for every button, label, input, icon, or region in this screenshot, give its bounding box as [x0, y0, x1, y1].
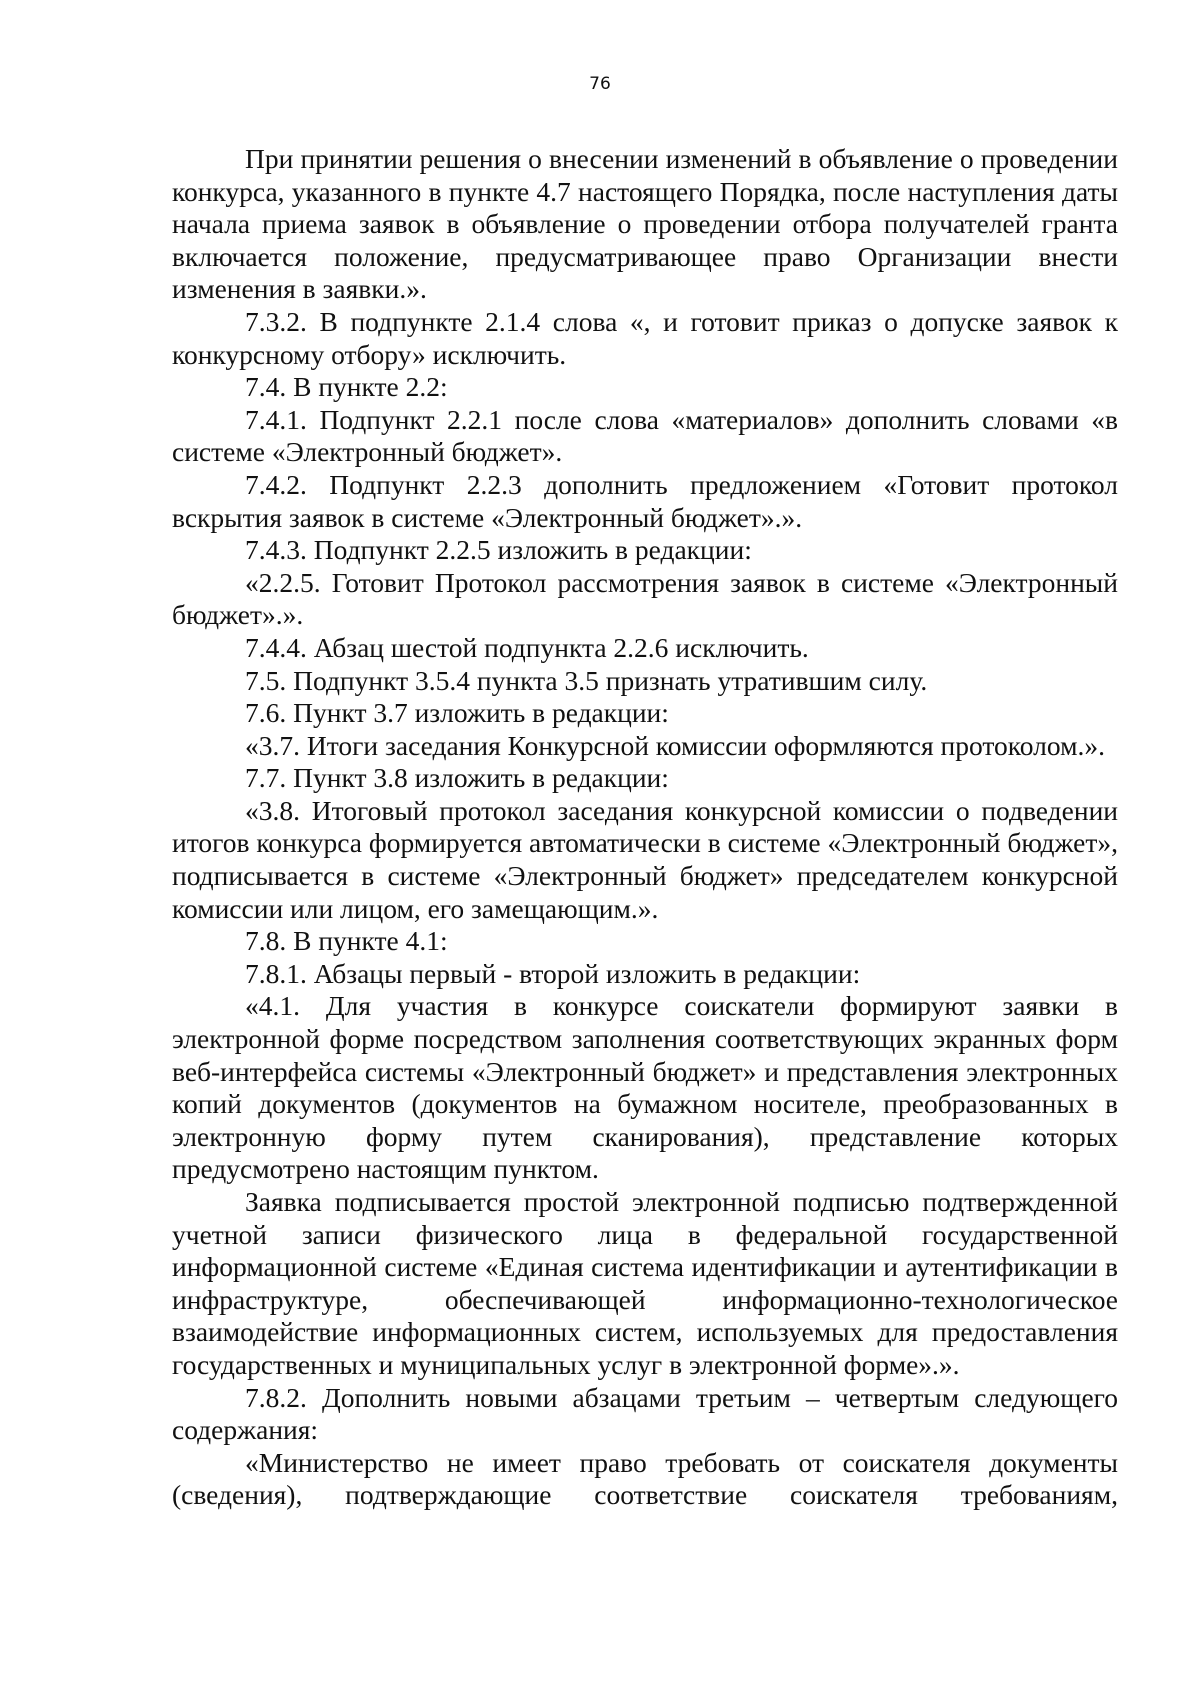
paragraph: 7.4.1. Подпункт 2.2.1 после слова «материалов» дополнить словами «в системе «Электронный бюджет».	[172, 403, 1118, 468]
paragraph: 7.8.1. Абзацы первый - второй изложить в редакции:	[245, 957, 861, 989]
paragraph: 7.7. Пункт 3.8 изложить в редакции:	[245, 762, 669, 794]
paragraph: «4.1. Для участия в конкурсе соискатели формируют заявки в электронной форме посредством заполнения соответствующих экранных форм веб-интерфейса системы «Электронный бюджет» и представления электронных копий документов (документов на бумажном носителе, преобразованных в электронную форму путем сканирования), представление которых предусмотрено настоящим пунктом.	[172, 990, 1118, 1185]
paragraph: 7.5. Подпункт 3.5.4 пункта 3.5 признать утратившим силу.	[245, 664, 928, 696]
paragraph: 7.8.2. Дополнить новыми абзацами третьим – четвертым следующего содержания:	[172, 1381, 1118, 1446]
paragraph: 7.4.4. Абзац шестой подпункта 2.2.6 исключить.	[245, 631, 809, 663]
paragraph: 7.4.3. Подпункт 2.2.5 изложить в редакции:	[245, 534, 752, 566]
paragraph: Заявка подписывается простой электронной подписью подтвержденной учетной записи физического лица в федеральной государственной информационной системе «Единая система идентификации и аутентификации в инфраструктуре, обеспечивающей информационно-технологическое взаимодействие информационных систем, используемых для предоставления государственных и муниципальных услуг в электронной форме».».	[172, 1186, 1118, 1380]
paragraph: 7.3.2. В подпункте 2.1.4 слова «, и готовит приказ о допуске заявок к конкурсному отбору» исключить.	[172, 305, 1118, 370]
paragraph: «3.7. Итоги заседания Конкурсной комиссии оформляются протоколом.».	[245, 729, 1105, 761]
paragraph: «Министерство не имеет право требовать от соискателя документы (сведения), подтверждающие соответствие соискателя требованиям,	[172, 1446, 1118, 1511]
document-body	[172, 143, 1118, 1512]
page-number: 76	[589, 74, 611, 94]
paragraph: «3.8. Итоговый протокол заседания конкурсной комиссии о подведении итогов конкурса формируется автоматически в системе «Электронный бюджет», подписывается в системе «Электронный бюджет» председателем конкурсной комиссии или лицом, его замещающим.».	[172, 794, 1118, 924]
paragraph: 7.6. Пункт 3.7 изложить в редакции:	[245, 697, 669, 729]
paragraph: При принятии решения о внесении изменений в объявление о проведении конкурса, указанного в пункте 4.7 настоящего Порядка, после наступления даты начала приема заявок в объявление о проведении отбора получателей гранта включается положение, предусматривающее право Организации внести изменения в заявки.».	[172, 143, 1118, 305]
paragraph: «2.2.5. Готовит Протокол рассмотрения заявок в системе «Электронный бюджет».».	[172, 566, 1118, 631]
paragraph: 7.4.2. Подпункт 2.2.3 дополнить предложением «Готовит протокол вскрытия заявок в системе «Электронный бюджет».».	[172, 468, 1118, 533]
paragraph: 7.8. В пункте 4.1:	[245, 925, 448, 957]
paragraph: 7.4. В пункте 2.2:	[245, 371, 448, 403]
